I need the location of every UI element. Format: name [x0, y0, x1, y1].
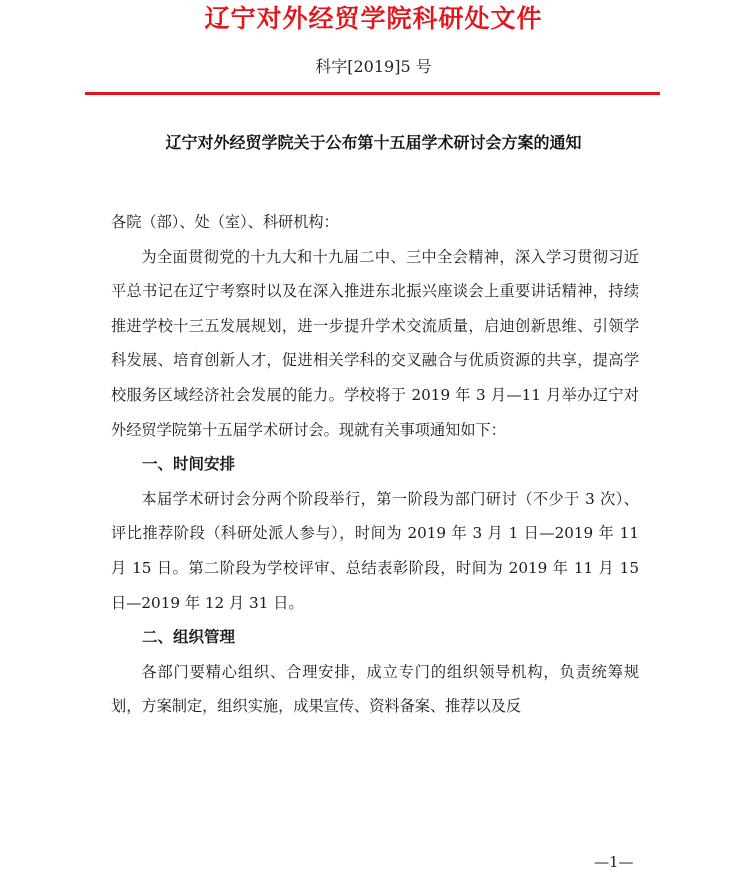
section-paragraph-organization: 各部门要精心组织、合理安排，成立专门的组织领导机构，负责统筹规划，方案制定，组织实施，成果宣传、资料备案、推荐以及反	[111, 662, 639, 716]
section-heading-schedule: 一、时间安排	[142, 455, 236, 474]
section-paragraph-schedule: 本届学术研讨会分两个阶段举行，第一阶段为部门研讨（不少于 3 次）、评比推荐阶段（科研处派人参与），时间为 2019 年 3 月 1 日—2019 年 11 月 15 日。第二阶段为学校评审、总结表彰阶段，时间为 2019 年 11 月 15 日—2019 年 12 月 31 日。	[111, 489, 639, 612]
section-heading-organization: 二、组织管理	[142, 628, 236, 647]
page-number: —1—	[594, 853, 634, 871]
document-header-title: 辽宁对外经贸学院科研处文件	[204, 4, 543, 33]
document-number: 科字[2019]5 号	[315, 57, 432, 76]
notice-body	[111, 205, 639, 724]
notice-title: 辽宁对外经贸学院关于公布第十五届学术研讨会方案的通知	[165, 133, 582, 152]
salutation: 各院（部）、处（室）、科研机构：	[111, 213, 339, 231]
red-header-rule	[85, 92, 660, 95]
intro-paragraph: 为全面贯彻党的十九大和十九届二中、三中全会精神，深入学习贯彻习近平总书记在辽宁考察时以及在深入推进东北振兴座谈会上重要讲话精神，持续推进学校十三五发展规划，进一步提升学术交流质量，启迪创新思维、引领学科发展、培育创新人才，促进相关学科的交叉融合与优质资源的共享，提高学校服务区域经济社会发展的能力。学校将于 2019 年 3 月—11 月举办辽宁对外经贸学院第十五届学术研讨会。现就有关事项通知如下：	[111, 247, 639, 439]
